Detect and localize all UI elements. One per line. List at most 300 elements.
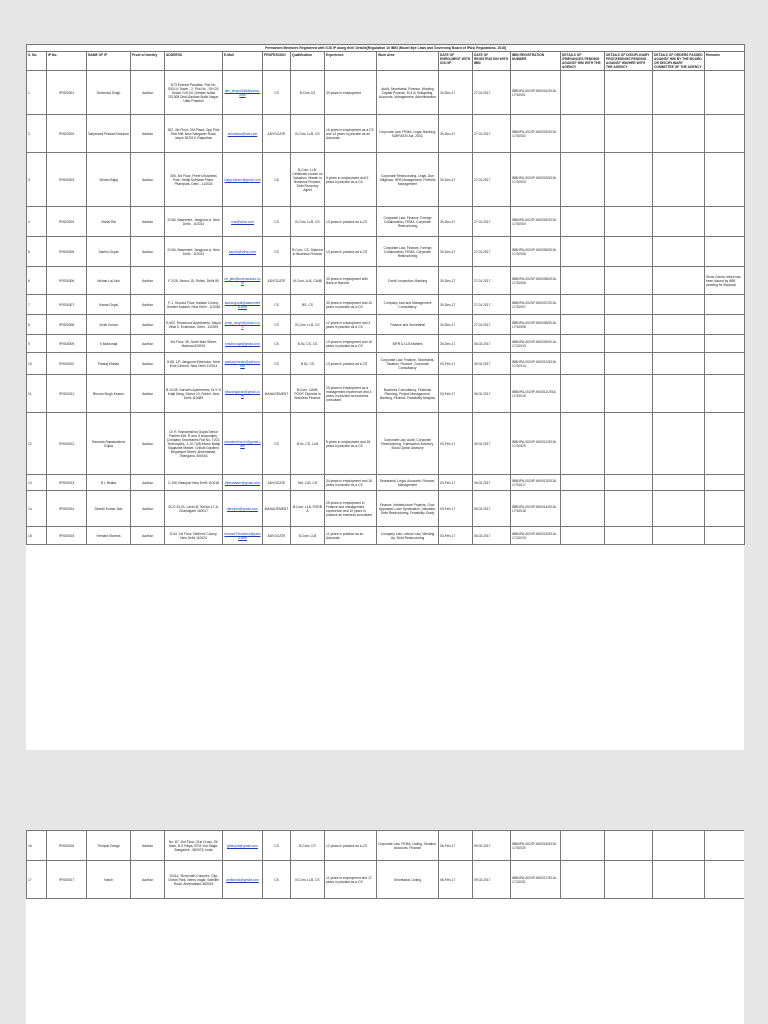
cell-ip: IP/S00009 (47, 335, 87, 353)
cell-sno: 14 (27, 491, 47, 527)
cell-g1 (561, 267, 605, 295)
cell-address: D-54, 1st Floor, Defence Colony, New Delhi 110024 (165, 527, 223, 545)
cell-ip: IP/S00002 (47, 115, 87, 153)
cell-prof: CS (263, 335, 291, 353)
cell-name: Sachin Gupta (87, 237, 131, 267)
cell-exp: 30 years in employment with Bank of Baroda (325, 267, 377, 295)
cell-work: Corporate Restructuring, Legal, Due Diligence, NPA Management, Portfolio Management (377, 153, 439, 207)
cell-qual: B.Com, CAIIB, PGDP, Diploma in Business Finance (291, 375, 325, 413)
cell-prof: CS (263, 207, 291, 237)
cell-proof: Aadhar (131, 375, 165, 413)
cell-g1 (561, 527, 605, 545)
cell-work: Business Consultancy, Financial Planning, Project Management, Banking, Finance, Feasibility Analysis (377, 375, 439, 413)
cell-g1 (561, 115, 605, 153)
cell-name: Dinesh Kumar Jain (87, 491, 131, 527)
cell-qual: B.Com, LLB, Certificate course on Valuation, Master in Business Finance, Debt Recovery Agent (291, 153, 325, 207)
cell-doe: 30-Dec-17 (439, 315, 473, 335)
cell-address: 305, 3rd Floor, Preet's Business Park, Netaji Subhash Place, Pitampura, Delhi - 110034 (165, 153, 223, 207)
column-header: DETAILS OF DISCIPLINARY PROCEEDINGS PENDING AGAINST HIM/HER WITH THE AGENCY (605, 52, 653, 71)
column-header: IP No. (47, 52, 87, 71)
cell-g2 (605, 71, 653, 115)
cell-g3 (653, 207, 705, 237)
cell-address: C-196 Vikaspuri New Delhi 110018 (165, 475, 223, 491)
table-row (27, 315, 745, 335)
cell-prof: CS (263, 237, 291, 267)
cell-sno: 12 (27, 413, 47, 475)
cell-prof: CA (263, 153, 291, 207)
cell-work: Secretarial, Legal, Accounts, Finance, Management (377, 475, 439, 491)
cell-dor: 27.01.2017 (473, 295, 511, 315)
cell-doe: 06-Feb-17 (439, 831, 473, 861)
cell-name: Vishal Rai (87, 207, 131, 237)
cell-sno: 17 (27, 861, 47, 899)
cell-proof: Aadhar (131, 475, 165, 491)
cell-work: Audit, Secretarial, Finance, Working Capital Projects, M & A, Budgeting, Accounts, Management, Administration (377, 71, 439, 115)
cell-doe: 30-Dec-17 (439, 335, 473, 353)
cell-g3 (653, 861, 705, 899)
cell-dor: 06.02.2017 (473, 335, 511, 353)
cell-sno: 7 (27, 295, 47, 315)
cell-g3 (653, 295, 705, 315)
cell-reg: IBBI/IPA-002/IP-N00017/2016-17/10021 (511, 861, 561, 899)
cell-email[interactable]: hemant79sharma@yahoo.com (223, 527, 263, 545)
cell-g2 (605, 207, 653, 237)
cell-qual: B.Com, LLB, PGDB A (291, 491, 325, 527)
cell-reg: IBBI/IPA-002/IP-N00012/2016-17/10029 (511, 413, 561, 475)
cell-exp: 12 years in employment and 3 years in practice as a CS (325, 315, 377, 335)
cell-g2 (605, 413, 653, 475)
cell-qual: B.Sc, CS, CS (291, 335, 325, 353)
cell-exp: 25 years in employment as a management experience and 4 years in practice as business consultant (325, 375, 377, 413)
cell-g3 (653, 315, 705, 335)
cell-ip: IP/S00011 (47, 375, 87, 413)
cell-email[interactable]: sachin@vdrai.com (223, 237, 263, 267)
cell-rmk (705, 475, 745, 491)
cell-exp: 13 years in practice as a CS (325, 237, 377, 267)
cell-sno: 15 (27, 527, 47, 545)
table-row (27, 115, 745, 153)
cell-prof: CS (263, 861, 291, 899)
cell-proof: Aadhar (131, 413, 165, 475)
table-row (27, 413, 745, 475)
cell-qual: B.Com, CS, Diploma in Business Finance (291, 237, 325, 267)
cell-ip: IP/S00005 (47, 237, 87, 267)
cell-prof: CS (263, 831, 291, 861)
cell-proof: Aadhar (131, 267, 165, 295)
cell-dor: 06.02.2017 (473, 527, 511, 545)
cell-rmk (705, 237, 745, 267)
cell-doe: 30-Dec-17 (439, 267, 473, 295)
cell-reg: IBBI/IPA-002/IP-N00005/2016-17/10005 (511, 237, 561, 267)
cell-rmk (705, 861, 745, 899)
cell-sno: 6 (27, 267, 47, 295)
column-header: NAME OF IP (87, 52, 131, 71)
cell-exp: 25 years in employment in Finance and management experience and 10 years in practice as business consultant (325, 491, 377, 527)
cell-name: Pankaj Khetan (87, 353, 131, 375)
cell-exp: 12 years in practice as a CS (325, 831, 377, 861)
cell-email[interactable]: smuthuraja@gmail.com (223, 335, 263, 353)
cell-prof: CS (263, 295, 291, 315)
table-row (27, 207, 745, 237)
cell-doe: 30-Dec-17 (439, 71, 473, 115)
cell-g3 (653, 353, 705, 375)
cell-g1 (561, 71, 605, 115)
table-row (27, 491, 745, 527)
cell-dor: 27.01.2017 (473, 267, 511, 295)
cell-proof: Aadhar (131, 831, 165, 861)
cell-ip: IP/S00015 (47, 527, 87, 545)
cell-rmk: Show Cause notice has been issued by IBBI pending for disposal. (705, 267, 745, 295)
cell-doe: 03-Feb-17 (439, 527, 473, 545)
members-table-continued (26, 830, 744, 899)
cell-address: 2/106, Basement, Jangpura-A, New Delhi - 110014 (165, 237, 223, 267)
cell-sno: 11 (27, 375, 47, 413)
cell-name: Hemant Sharma (87, 527, 131, 545)
cell-address: E-602, Rosewood Apartments, Mayur Vihar II, Extension, Delhi - 110091 (165, 315, 223, 335)
table-title: Permanent Members Registered with ICSI IP along their Details[Regulation 10 IBBI (Model Bye Laws and Governing Board of IPAs) Regulations, 2016] (27, 45, 745, 52)
cell-rmk (705, 207, 745, 237)
cell-ip: IP/S00001 (47, 71, 87, 115)
cell-address: F-2/28, Sector-15, Rohini, Delhi 89 (165, 267, 223, 295)
cell-sno: 3 (27, 153, 47, 207)
cell-exp: 8 years in employment and 18 years in practice as a CS (325, 413, 377, 475)
cell-g3 (653, 237, 705, 267)
cell-address: No. 87, 2nd Floor, 21st Cross, 7th Main, N S Palya, BTM 2nd Stage, Bangalore - 560076, India (165, 831, 223, 861)
cell-exp: 11 years in practice as an Advocate (325, 527, 377, 545)
column-header: ADDRESS (165, 52, 223, 71)
cell-work: Corporate Law, FEMA, Listing, Taxation, Accounts, Finance (377, 831, 439, 861)
cell-prof: MANAGEMENT (263, 491, 291, 527)
cell-dor: 27.01.2017 (473, 207, 511, 237)
header-row (27, 52, 745, 71)
cell-name: Harsh (87, 861, 131, 899)
cell-g2 (605, 353, 653, 375)
cell-reg: IBBI/IPA-002/IP-N00010/2016-17/10014 (511, 353, 561, 375)
cell-reg: IBBI/IPA-002/IP-N00016/2016-17/10020 (511, 831, 561, 861)
cell-rmk (705, 153, 745, 207)
cell-rmk (705, 335, 745, 353)
cell-sno: 10 (27, 353, 47, 375)
cell-dor: 09.02.2017 (473, 831, 511, 861)
cell-reg: IBBI/IPA-002/IP-N00014/2016-17/10018 (511, 491, 561, 527)
cell-rmk (705, 375, 745, 413)
cell-email[interactable]: vrai@vdrai.com (223, 207, 263, 237)
column-header: DATE OF REGISTRATION WITH IBBI (473, 52, 511, 71)
cell-g3 (653, 267, 705, 295)
cell-rmk (705, 71, 745, 115)
cell-email[interactable]: bksoongavan@gmail.com (223, 375, 263, 413)
cell-sno: 8 (27, 315, 47, 335)
cell-name: Bhoom Singh Kusum (87, 375, 131, 413)
cell-name: Mohan Lal Jain (87, 267, 131, 295)
cell-g1 (561, 207, 605, 237)
cell-email[interactable]: blbhatiaadv@gmail.com (223, 475, 263, 491)
column-header: S. No. (27, 52, 47, 71)
column-header: Proof of identity (131, 52, 165, 71)
cell-doe: 30-Dec-17 (439, 237, 473, 267)
cell-prof: CS (263, 71, 291, 115)
cell-exp: 13 years in practice as a CS (325, 207, 377, 237)
cell-ip: IP/S00003 (47, 153, 87, 207)
cell-work: Credit, Inspection, Banking (377, 267, 439, 295)
cell-work: Corporate Law, Finance, Secretarial, Taxation, Finance, Corporate Consultancy (377, 353, 439, 375)
cell-g1 (561, 237, 605, 267)
cell-g1 (561, 315, 605, 335)
cell-address: 2/106, Basement, Jangpura-A, New Delhi - 110014 (165, 207, 223, 237)
cell-sno: 5 (27, 237, 47, 267)
column-header: E-Mail (223, 52, 263, 71)
cell-address: D/414, Shreenath Complex, Opp Ocean Park, Nehru nagar, Satellite Road, Ahmedabad-380015 (165, 861, 223, 899)
cell-proof: Aadhar (131, 295, 165, 315)
table-row (27, 861, 745, 899)
cell-doe: 03-Feb-17 (439, 353, 473, 375)
column-header: Experience (325, 52, 377, 71)
cell-exp: 30 years in employment and 10 years in practice as a CS (325, 295, 377, 315)
cell-work: Corporate Law, Finance, Foreign Collaboration, FEMA, Corporate Restructuring (377, 207, 439, 237)
table-row (27, 335, 745, 353)
cell-prof: CS (263, 413, 291, 475)
cell-reg: IBBI/IPA-002/IP-N00011/2016-17/10015 (511, 375, 561, 413)
cell-reg: IBBI/IPA-002/IP-N00007/2016-17/10007 (511, 295, 561, 315)
cell-name: Vikram Bajaj (87, 153, 131, 207)
table-row (27, 295, 745, 315)
cell-g2 (605, 831, 653, 861)
cell-address: D73 Everest Paradise, Flat No. G0014, Tower - 2, Plot No - GH-03, Sector CHI-04, Greater Noida 201308 Distt-Gautam Budh Nagar, Uttar Pradesh (165, 71, 223, 115)
cell-reg: IBBI/IPA-002/IP-N00002/2016-17/10002 (511, 115, 561, 153)
cell-email[interactable]: vivek_singh@yahoo.co.in (223, 315, 263, 335)
cell-g2 (605, 295, 653, 315)
cell-ip: IP/S00006 (47, 267, 87, 295)
cell-prof: ADVOCATE (263, 267, 291, 295)
cell-dor: 06.02.2017 (473, 375, 511, 413)
cell-address: B-1/105, Sarvdeo Apartments, Dr K N Katju Marg, Sector 13, Rohini, New Delhi 110085 (165, 375, 223, 413)
cell-address: F-1, Second Floor, Kailash Colony, Greater Kailash, New Delhi - 110048 (165, 295, 223, 315)
cell-rmk (705, 295, 745, 315)
cell-doe: 03-Feb-17 (439, 413, 473, 475)
column-header: IBBI REGISTRATION NUMBER (511, 52, 561, 71)
cell-address: 3rd Floor, 35, North Mad Street, Madurai 625001 (165, 335, 223, 353)
cell-address: 302, 4th Floor, OM Plaza, Opp Pilot Rice Mill, New Sanganer Road, Jaipur 302019, Rajasthan (165, 115, 223, 153)
cell-qual: B.Com, LLB, CS (291, 207, 325, 237)
cell-qual: B.Com, LLB, CS (291, 861, 325, 899)
column-header: PROFESSION (263, 52, 291, 71)
column-header: Work Area (377, 52, 439, 71)
table-row (27, 831, 745, 861)
cell-email[interactable]: amitdrolia@gmail.com (223, 861, 263, 899)
cell-dor: 27.01.2017 (473, 315, 511, 335)
cell-reg: IBBI/IPA-002/IP-N00015/2016-17/10019 (511, 527, 561, 545)
cell-name: S Muthuraja (87, 335, 131, 353)
cell-g3 (653, 153, 705, 207)
cell-g3 (653, 71, 705, 115)
cell-work: Corporate Law, FEMA, Legal, Banking, SARFAESI Act, 2002, (377, 115, 439, 153)
cell-g1 (561, 413, 605, 475)
document-page-2 (26, 830, 744, 1024)
table-row (27, 527, 745, 545)
cell-exp: 11 years in employment and 17 years in practice as a CS (325, 861, 377, 899)
cell-name: Satyendra Prasad Khorania (87, 115, 131, 153)
cell-work: Company Law, Labour Law, Winding Up, Debt Restructuring (377, 527, 439, 545)
cell-work: Corporate Law, Finance, Foreign Collaboration, FEMA, Corporate Restructuring (377, 237, 439, 267)
cell-g2 (605, 335, 653, 353)
cell-qual: B.Sc, CS, LLM (291, 413, 325, 475)
cell-rmk (705, 831, 745, 861)
cell-g3 (653, 491, 705, 527)
cell-dor: 06.02.2017 (473, 491, 511, 527)
column-header: Remarks (705, 52, 745, 71)
cell-proof: Aadhar (131, 153, 165, 207)
document-page-1 (26, 44, 744, 750)
cell-proof: Aadhar (131, 237, 165, 267)
cell-sno: 13 (27, 475, 47, 491)
cell-reg: IBBI/IPA-002/IP-N00003/2016-17/10003 (511, 153, 561, 207)
table-row (27, 153, 745, 207)
cell-g3 (653, 831, 705, 861)
cell-proof: Aadhar (131, 861, 165, 899)
cell-ip: IP/S00013 (47, 475, 87, 491)
cell-g1 (561, 295, 605, 315)
cell-prof: ADVOCATE (263, 115, 291, 153)
cell-ip: IP/S00014 (47, 491, 87, 527)
cell-g1 (561, 375, 605, 413)
cell-email[interactable]: dkrmjain@gmail.com (223, 491, 263, 527)
cell-name: Thirupal Gorige (87, 831, 131, 861)
cell-g3 (653, 527, 705, 545)
column-header: DETAILS OF GRIEVANCES PENDING AGAINST HIM WITH THE AGENCY (561, 52, 605, 71)
cell-exp: 16 years in employment as a CS and 13 years in practice as an Advocate (325, 115, 377, 153)
cell-exp: 10 years in employment and 16 years in practice as a CS (325, 335, 377, 353)
cell-ip: IP/S00004 (47, 207, 87, 237)
cell-sno: 4 (27, 207, 47, 237)
cell-ip: IP/S00008 (47, 315, 87, 335)
cell-reg: IBBI/IPA-002/IP-N00006/2016-17/10006 (511, 267, 561, 295)
cell-email[interactable]: ml_jain@surendrarao.com (223, 267, 263, 295)
cell-doe: 30-Dec-17 (439, 207, 473, 237)
cell-dor: 06.02.2017 (473, 475, 511, 491)
cell-ip: IP/S00007 (47, 295, 87, 315)
table-row (27, 375, 745, 413)
cell-qual: B.Com, LLB, CS (291, 115, 325, 153)
cell-address: Ch R. Ramakrishna Gupta Senior Partner M/s. R and G Associates, Company Secretaries Flat No. T202, Technopolis, 1-10-74/B Above Balaji Magazine Market, Chikoti Gardens Begumpet Street, Ahmedabad, Telangana, 500016 (165, 413, 223, 475)
cell-ip: IP/S00017 (47, 861, 87, 899)
cell-prof: CS (263, 315, 291, 335)
table-row (27, 353, 745, 375)
cell-ip: IP/S00012 (47, 413, 87, 475)
table-row (27, 71, 745, 115)
cell-qual: B.Com, CS (291, 831, 325, 861)
cell-g2 (605, 315, 653, 335)
cell-email[interactable]: kamal.goyal@aaanmehta.com (223, 295, 263, 315)
cell-doe: 30-Dec-17 (439, 153, 473, 207)
cell-g2 (605, 491, 653, 527)
cell-doe: 06-Feb-17 (439, 861, 473, 899)
table-row (27, 475, 745, 491)
cell-proof: Aadhar (131, 335, 165, 353)
cell-reg: IBBI/IPA-002/IP-N00013/2016-17/10017 (511, 475, 561, 491)
cell-rmk (705, 315, 745, 335)
cell-g2 (605, 475, 653, 491)
cell-reg: IBBI/IPA-002/IP-N00009/2016-17/10013 (511, 335, 561, 353)
column-header: DATE OF ENROLMENT WITH ICSI IIP (439, 52, 473, 71)
cell-name: Vivek Kumar (87, 315, 131, 335)
cell-doe: 30-Dec-17 (439, 115, 473, 153)
cell-work: Corporate Law, Audit, Corporate Restructuring, Transaction Advisory, Stock Option Advisory (377, 413, 439, 475)
cell-ip: IP/S00016 (47, 831, 87, 861)
cell-dor: 27.01.2017 (473, 153, 511, 207)
cell-qual: B.Com,CS (291, 71, 325, 115)
table-row (27, 267, 745, 295)
cell-qual: B.Sc, CS (291, 353, 325, 375)
cell-work: BIFR & CLB Matters (377, 335, 439, 353)
cell-name: Kamal Goyal (87, 295, 131, 315)
cell-exp: 6 years in employment and 9 years in practice as a CA (325, 153, 377, 207)
column-header: Qualification (291, 52, 325, 71)
cell-email[interactable]: ramakrishna.rlv@gmail.com (223, 413, 263, 475)
cell-prof: MANAGEMENT (263, 375, 291, 413)
cell-proof: Aadhar (131, 353, 165, 375)
cell-sno: 9 (27, 335, 47, 353)
cell-g3 (653, 375, 705, 413)
cell-doe: 30-Dec-17 (439, 295, 473, 315)
cell-g2 (605, 115, 653, 153)
cell-ip: IP/S00010 (47, 353, 87, 375)
cell-g1 (561, 153, 605, 207)
cell-qual: B.Com, LLB (291, 527, 325, 545)
cell-qual: B.Com, LLB, CS (291, 315, 325, 335)
cell-proof: Aadhar (131, 527, 165, 545)
cell-reg: IBBI/IPA-002/IP-N00008/2016-17/10008 (511, 315, 561, 335)
cell-name: Devendra Singh (87, 71, 131, 115)
cell-g3 (653, 413, 705, 475)
cell-work: Company Law and Management Consultancy (377, 295, 439, 315)
cell-email[interactable]: pankaj.khetan@yahoo.com (223, 353, 263, 375)
cell-sno: 16 (27, 831, 47, 861)
cell-email[interactable]: gthirupal@gmail.com (223, 831, 263, 861)
cell-email[interactable]: skhorania@live.com (223, 115, 263, 153)
cell-rmk (705, 527, 745, 545)
cell-doe: 03-Feb-17 (439, 475, 473, 491)
cell-doe: 03-Feb-17 (439, 375, 473, 413)
cell-rmk (705, 115, 745, 153)
cell-g1 (561, 861, 605, 899)
cell-sno: 2 (27, 115, 47, 153)
cell-dor: 06.02.2017 (473, 413, 511, 475)
cell-email[interactable]: dev_singh4166@yahoo.com (223, 71, 263, 115)
cell-sno: 1 (27, 71, 47, 115)
cell-exp: 34 years in employment and 18 years in practice as a CS (325, 475, 377, 491)
cell-dor: 09.02.2017 (473, 861, 511, 899)
cell-name: Ramarla Ramakrishna Gupta (87, 413, 131, 475)
cell-g1 (561, 831, 605, 861)
cell-email[interactable]: bajaj.vikram@gmail.com (223, 153, 263, 207)
cell-g1 (561, 475, 605, 491)
cell-prof: ADVOCATE (263, 475, 291, 491)
cell-dor: 27.01.2017 (473, 237, 511, 267)
cell-exp: 30 years in employment (325, 71, 377, 115)
cell-g3 (653, 335, 705, 353)
cell-proof: Aadhar (131, 315, 165, 335)
cell-g3 (653, 115, 705, 153)
cell-g2 (605, 153, 653, 207)
table-row (27, 237, 745, 267)
cell-g2 (605, 237, 653, 267)
cell-reg: IBBI/IPA-002/IP-N00004/2016-17/10004 (511, 207, 561, 237)
column-header: DETAILS OF ORDERS PASSED AGAINST HIM BY THE BOARD OR DISCIPLINARY COMMITTEE OF THE AGENCY (654, 53, 703, 69)
cell-dor: 27.01.2017 (473, 71, 511, 115)
cell-doe: 03-Feb-17 (439, 491, 473, 527)
cell-proof: Aadhar (131, 207, 165, 237)
cell-dor: 27.01.2017 (473, 115, 511, 153)
